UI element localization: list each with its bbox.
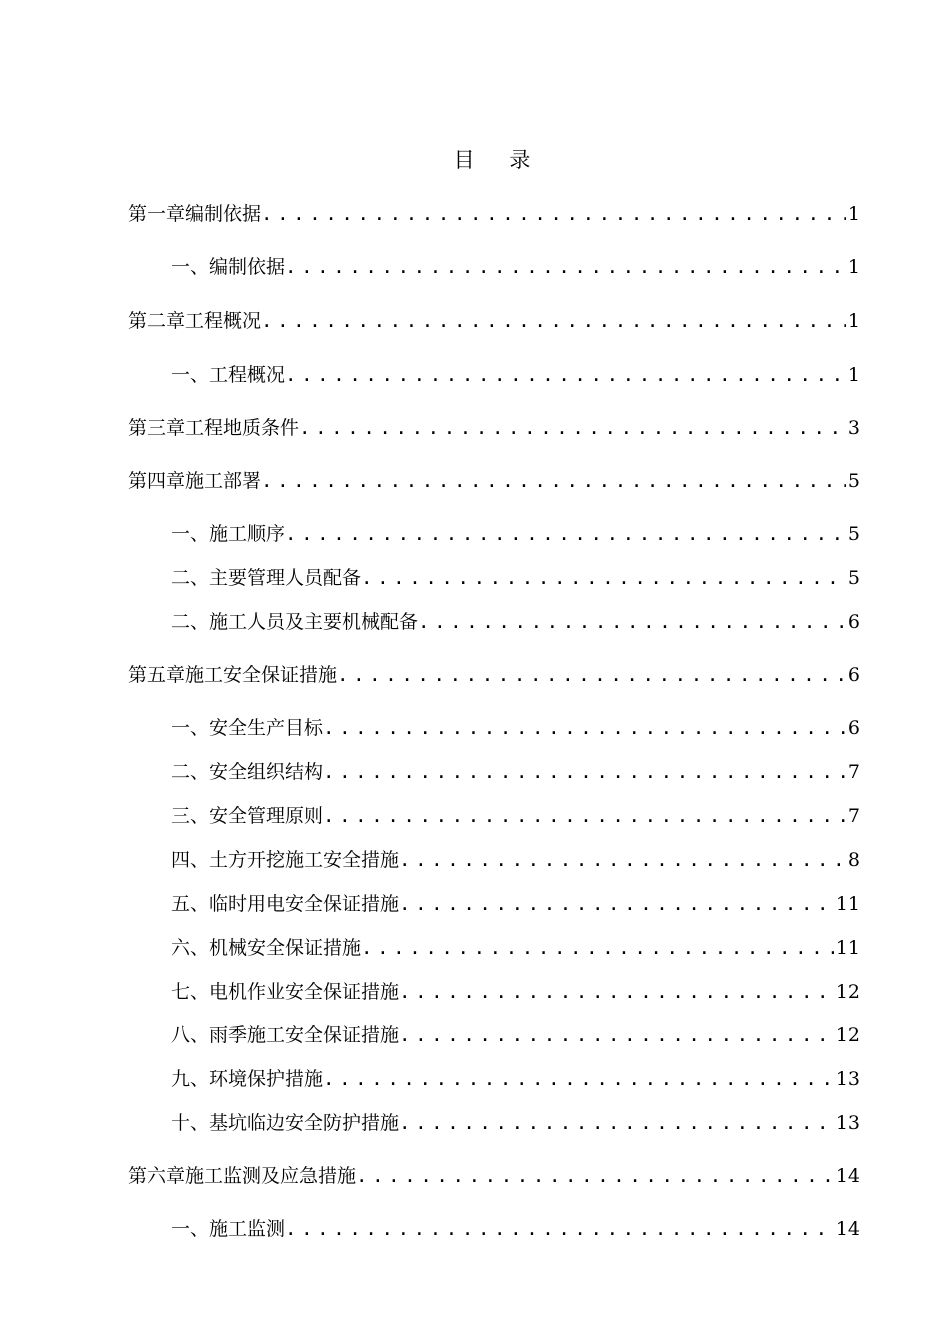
toc-leader-dots	[361, 933, 834, 963]
toc-entry-page: 1	[847, 364, 860, 386]
toc-leader-dots	[285, 252, 846, 282]
toc-entry-number: 五、	[171, 893, 210, 915]
toc-leader-dots	[361, 563, 846, 593]
toc-entry-page: 14	[835, 1218, 860, 1240]
toc-entry-text: 工程概况	[185, 310, 262, 332]
toc-leader-dots	[323, 801, 846, 831]
toc-entry-text: 编制依据	[209, 256, 286, 278]
toc-entry-page: 12	[835, 981, 860, 1003]
toc-entry-page: 5	[847, 567, 860, 589]
toc-entry-page: 1	[847, 310, 860, 332]
toc-leader-dots	[299, 413, 846, 443]
toc-entry-section[interactable]	[171, 519, 860, 549]
toc-entry-section[interactable]	[171, 252, 860, 282]
toc-entry-page: 5	[847, 470, 860, 492]
toc-leader-dots	[337, 660, 846, 690]
toc-entry-section[interactable]	[171, 1064, 860, 1094]
toc-entry-section[interactable]	[171, 757, 860, 787]
toc-entry-text: 施工安全保证措施	[185, 664, 338, 686]
toc-leader-dots	[399, 889, 834, 919]
toc-entry-number: 二、	[171, 567, 210, 589]
toc-entry-number: 二、	[171, 611, 210, 633]
toc-leader-dots	[399, 977, 834, 1007]
toc-entry-number: 九、	[171, 1068, 210, 1090]
toc-leader-dots	[399, 1020, 834, 1050]
toc-entry-page: 7	[847, 805, 860, 827]
toc-entry-text: 电机作业安全保证措施	[209, 981, 400, 1003]
toc-entry-number: 一、	[171, 523, 210, 545]
toc-leader-dots	[323, 1064, 834, 1094]
toc-entry-number: 第一章	[128, 203, 186, 225]
toc-leader-dots	[399, 845, 846, 875]
toc-entry-text: 施工监测	[209, 1218, 286, 1240]
toc-entry-page: 6	[847, 664, 860, 686]
toc-entry-number: 十、	[171, 1112, 210, 1134]
toc-entry-chapter-6[interactable]	[128, 1161, 860, 1191]
toc-entry-page: 1	[847, 203, 860, 225]
toc-entry-text: 临时用电安全保证措施	[209, 893, 400, 915]
toc-entry-text: 编制依据	[185, 203, 262, 225]
toc-entry-section[interactable]	[171, 607, 860, 637]
toc-entry-text: 土方开挖施工安全措施	[209, 849, 400, 871]
toc-leader-dots	[356, 1161, 834, 1191]
toc-entry-section[interactable]	[171, 845, 860, 875]
toc-leader-dots	[285, 360, 846, 390]
toc-entry-section[interactable]	[171, 1214, 860, 1244]
toc-entry-section[interactable]	[171, 1020, 860, 1050]
toc-entry-page: 14	[835, 1165, 860, 1187]
toc-entry-text: 基坑临边安全防护措施	[209, 1112, 400, 1134]
toc-entry-number: 六、	[171, 937, 210, 959]
toc-entry-section[interactable]	[171, 360, 860, 390]
toc-entry-section[interactable]	[171, 977, 860, 1007]
toc-entry-page: 11	[835, 893, 860, 915]
toc-entry-section[interactable]	[171, 889, 860, 919]
toc-entry-number: 七、	[171, 981, 210, 1003]
toc-entry-number: 第二章	[128, 310, 186, 332]
toc-entry-number: 三、	[171, 805, 210, 827]
toc-leader-dots	[261, 306, 846, 336]
toc-entry-page: 11	[835, 937, 860, 959]
toc-entry-number: 二、	[171, 761, 210, 783]
toc-entry-text: 机械安全保证措施	[209, 937, 362, 959]
toc-entry-page: 3	[847, 417, 860, 439]
toc-entry-page: 6	[847, 717, 860, 739]
toc-entry-text: 施工部署	[185, 470, 262, 492]
toc-leader-dots	[285, 1214, 834, 1244]
toc-entry-text: 工程地质条件	[185, 417, 300, 439]
toc-entry-section[interactable]	[171, 933, 860, 963]
toc-entry-page: 8	[847, 849, 860, 871]
toc-entry-chapter-4[interactable]	[128, 466, 860, 496]
toc-entry-text: 主要管理人员配备	[209, 567, 362, 589]
toc-entry-text: 安全管理原则	[209, 805, 324, 827]
toc-entry-number: 四、	[171, 849, 210, 871]
toc-entry-text: 安全生产目标	[209, 717, 324, 739]
toc-entry-number: 一、	[171, 256, 210, 278]
toc-leader-dots	[399, 1108, 834, 1138]
toc-entry-section[interactable]	[171, 1108, 860, 1138]
toc-entry-number: 第六章	[128, 1165, 186, 1187]
toc-entry-number: 一、	[171, 364, 210, 386]
toc-entry-text: 施工监测及应急措施	[185, 1165, 357, 1187]
toc-leader-dots	[261, 199, 846, 229]
toc-entry-chapter-5[interactable]	[128, 660, 860, 690]
toc-entry-text: 施工人员及主要机械配备	[209, 611, 419, 633]
toc-entry-number: 第四章	[128, 470, 186, 492]
toc-entry-text: 工程概况	[209, 364, 286, 386]
toc-entry-page: 5	[847, 523, 860, 545]
toc-entry-section[interactable]	[171, 713, 860, 743]
toc-entry-number: 一、	[171, 1218, 210, 1240]
toc-entry-text: 施工顺序	[209, 523, 286, 545]
toc-entry-number: 第三章	[128, 417, 186, 439]
toc-entry-page: 12	[835, 1024, 860, 1046]
toc-entry-number: 一、	[171, 717, 210, 739]
toc-leader-dots	[323, 757, 846, 787]
toc-entry-chapter-3[interactable]	[128, 413, 860, 443]
toc-entry-page: 13	[835, 1068, 860, 1090]
toc-entry-text: 环境保护措施	[209, 1068, 324, 1090]
toc-leader-dots	[418, 607, 846, 637]
toc-entry-text: 雨季施工安全保证措施	[209, 1024, 400, 1046]
toc-entry-section[interactable]	[171, 801, 860, 831]
toc-entry-chapter-2[interactable]	[128, 306, 860, 336]
toc-leader-dots	[323, 713, 846, 743]
toc-entry-number: 第五章	[128, 664, 186, 686]
toc-leader-dots	[285, 519, 846, 549]
toc-entry-section[interactable]	[171, 563, 860, 593]
toc-entry-text: 安全组织结构	[209, 761, 324, 783]
toc-leader-dots	[261, 466, 846, 496]
toc-entry-page: 7	[847, 761, 860, 783]
toc-entry-number: 八、	[171, 1024, 210, 1046]
toc-entry-chapter-1[interactable]	[128, 199, 860, 229]
toc-entry-page: 6	[847, 611, 860, 633]
toc-entry-page: 13	[835, 1112, 860, 1134]
toc-title: 目 录	[453, 148, 545, 172]
toc-entry-page: 1	[847, 256, 860, 278]
